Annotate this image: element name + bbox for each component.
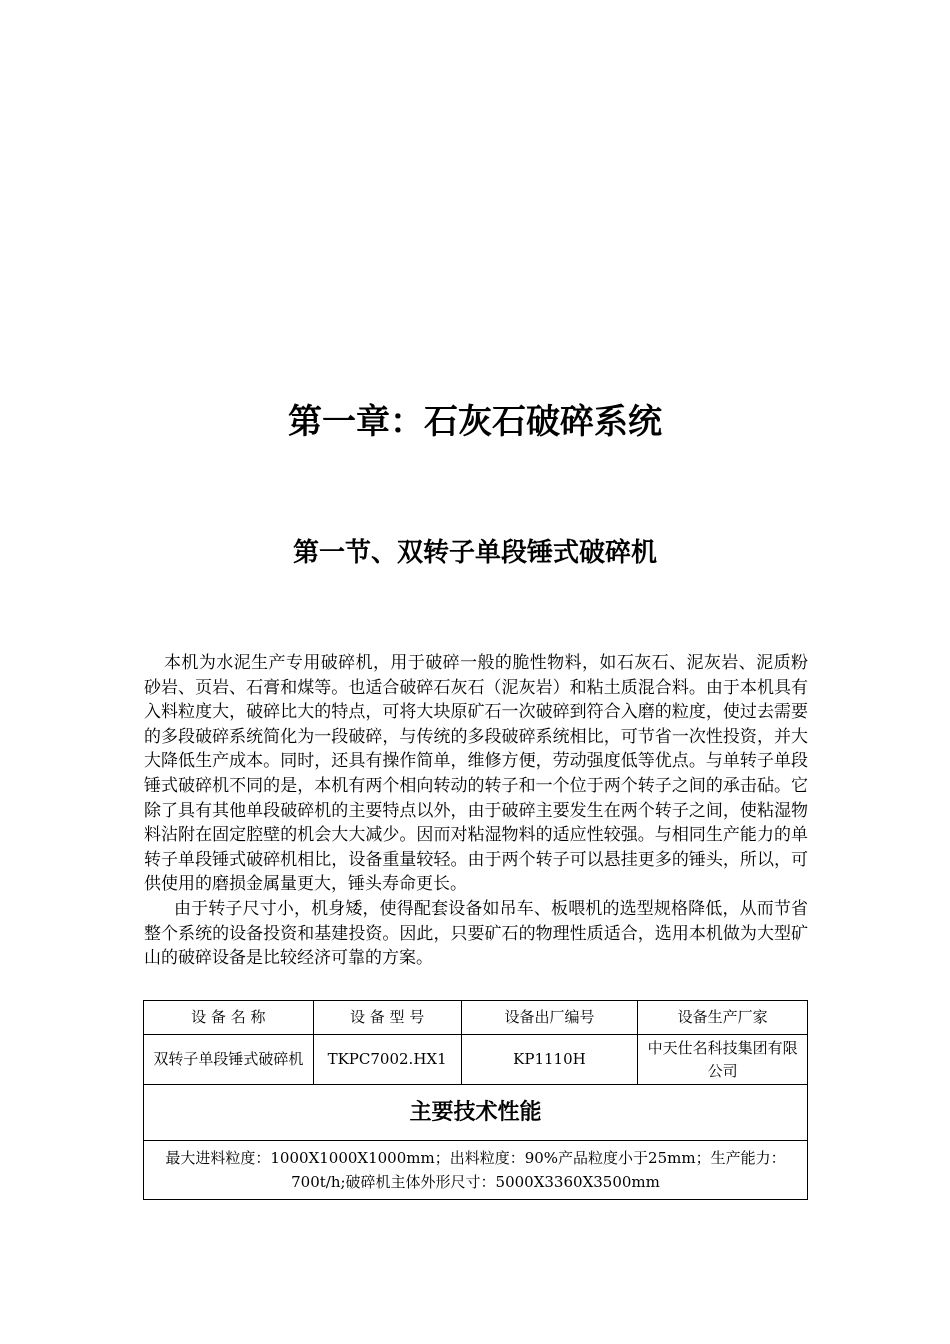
section-title: 第一节、双转子单段锤式破碎机 (292, 538, 657, 568)
performance-row (144, 1141, 808, 1200)
performance-text: 最大进料粒度：1000X1000X1000mm；出料粒度：90%产品粒度小于25mm；生产能力：700t/h;破碎机主体外形尺寸：5000X3360X3500mm (144, 1141, 808, 1200)
header-serial-number: 设备出厂编号 (461, 1001, 638, 1035)
cell-serial-number: KP1110H (461, 1035, 638, 1085)
header-manufacturer: 设备生产厂家 (638, 1001, 808, 1035)
chapter-title: 第一章：石灰石破碎系统 (288, 402, 662, 442)
cell-equipment-model: TKPC7002.HX1 (313, 1035, 461, 1085)
table-header-row (144, 1001, 808, 1035)
header-equipment-model: 设 备 型 号 (313, 1001, 461, 1035)
table-row (144, 1035, 808, 1085)
body-text (144, 651, 808, 971)
paragraph-2: 由于转子尺寸小，机身矮，使得配套设备如吊车、板喂机的选型规格降低，从而节省整个系统的设备投资和基建投资。因此，只要矿石的物理性质适合，选用本机做为大型矿山的破碎设备是比较经济可靠的方案。 (144, 898, 808, 969)
performance-title: 主要技术性能 (144, 1085, 808, 1141)
cell-equipment-name: 双转子单段锤式破碎机 (144, 1035, 314, 1085)
paragraph-1: 本机为水泥生产专用破碎机，用于破碎一般的脆性物料，如石灰石、泥灰岩、泥质粉砂岩、页岩、石膏和煤等。也适合破碎石灰石（泥灰岩）和粘土质混合料。由于本机具有入料粒度大，破碎比大的特点，可将大块原矿石一次破碎到符合入磨的粒度，使过去需要的多段破碎系统简化为一段破碎，与传统的多段破碎系统相比，可节省一次性投资，并大大降低生产成本。同时，还具有操作简单，维修方便，劳动强度低等优点。与单转子单段锤式破碎机不同的是，本机有两个相向转动的转子和一个位于两个转子之间的承击砧。它除了具有其他单段破碎机的主要特点以外，由于破碎主要发生在两个转子之间，使粘湿物料沾附在固定腔壁的机会大大减少。因而对粘湿物料的适应性较强。与相同生产能力的单转子单段锤式破碎机相比，设备重量较轻。由于两个转子可以悬挂更多的锤头，所以，可供使用的磨损金属量更大，锤头寿命更长。 (144, 653, 808, 895)
performance-title-row (144, 1085, 808, 1141)
header-equipment-name: 设 备 名 称 (144, 1001, 314, 1035)
equipment-spec-table (143, 1000, 808, 1200)
cell-manufacturer: 中天仕名科技集团有限公司 (638, 1035, 808, 1085)
